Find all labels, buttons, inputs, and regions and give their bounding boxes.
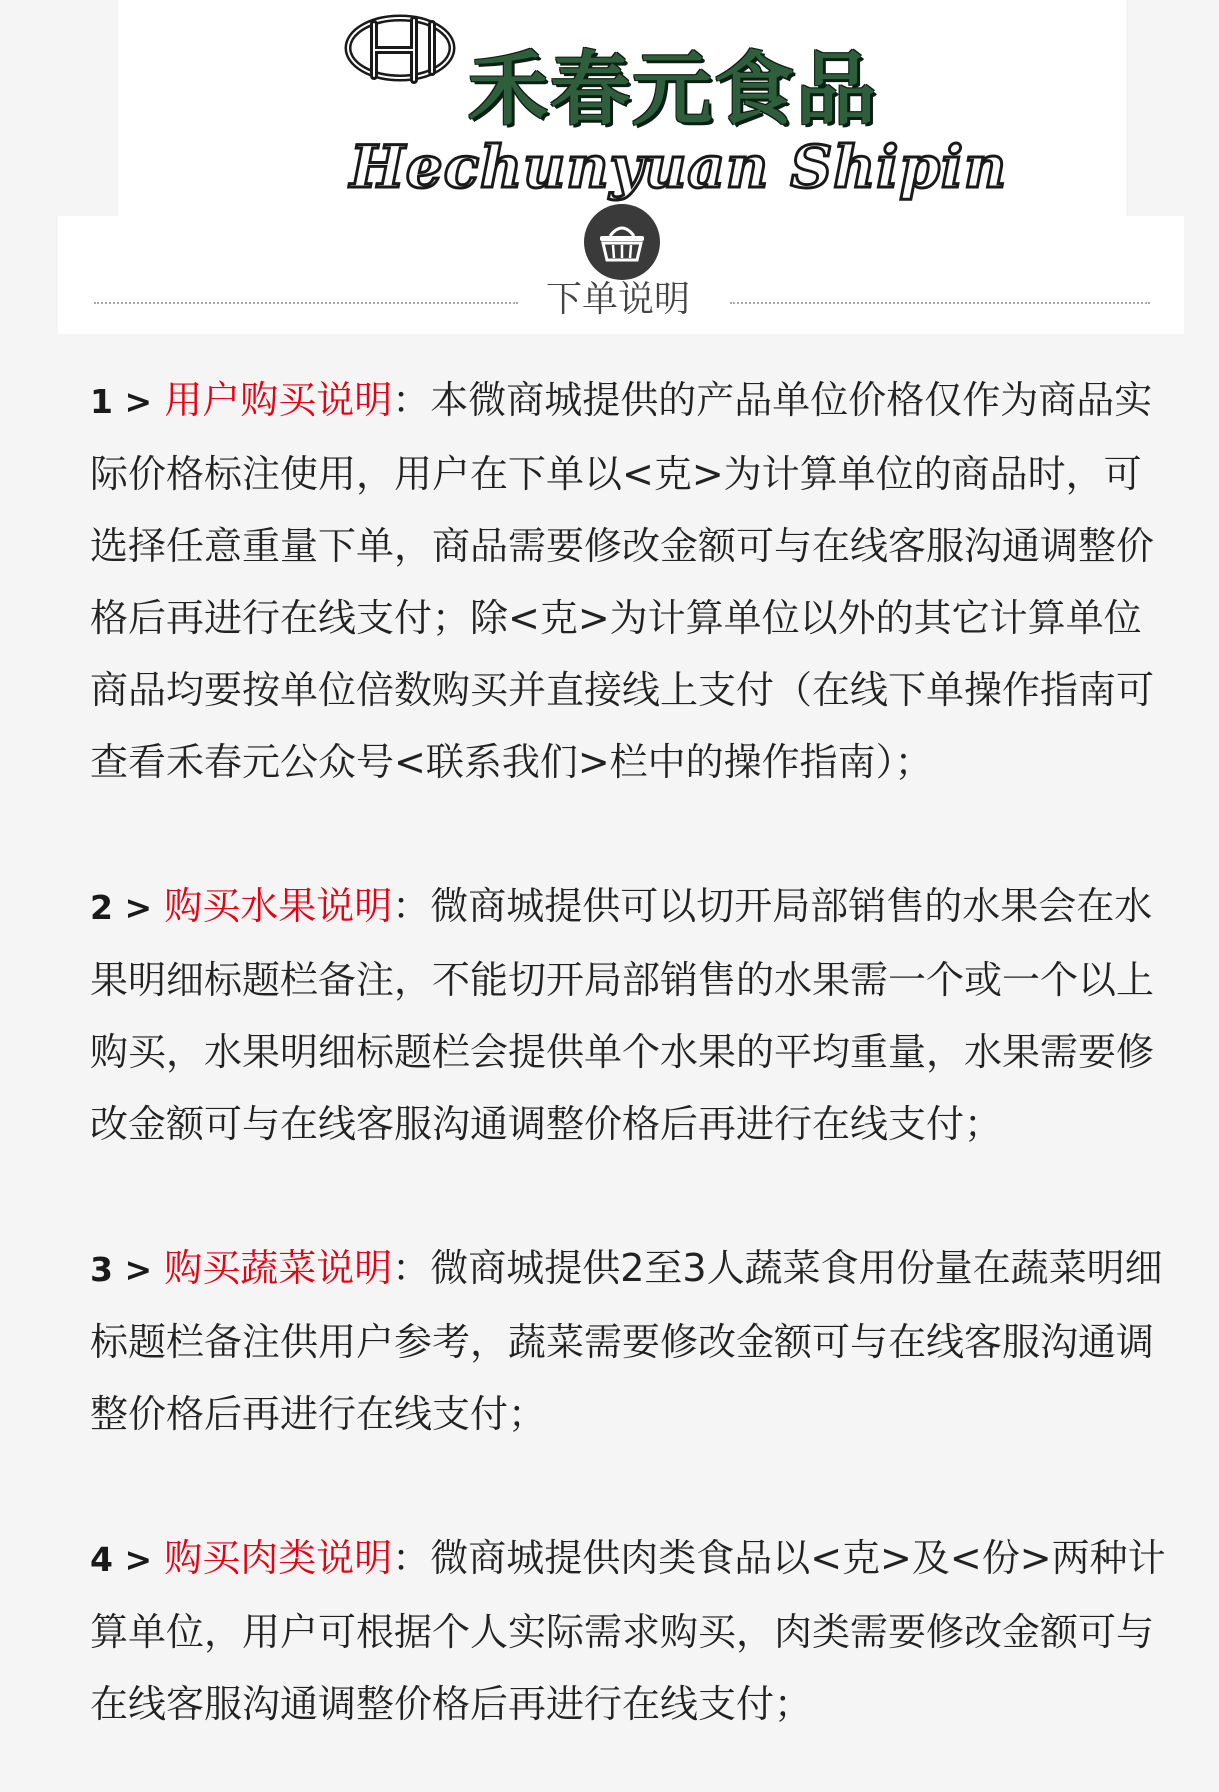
- instruction-item-3: [90, 1232, 1170, 1450]
- item-title: 用户购买说明: [164, 378, 393, 422]
- divider-right: [730, 302, 1150, 304]
- instruction-item-2: [90, 870, 1170, 1160]
- logo-banner: [118, 0, 1126, 218]
- instructions-list: [90, 364, 1170, 1740]
- item-text: ：本微商城提供的产品单位价格仅作为商品实际价格标注使用，用户在下单以<克>为计算单位的商品时，可选择任意重量下单，商品需要修改金额可与在线客服沟通调整价格后再进行在线支付；除<克>为计算单位以外的其它计算单位商品均要按单位倍数购买并直接线上支付（在线下单操作指南可查看禾春元公众号<联系我们>栏中的操作指南）；: [90, 378, 1155, 784]
- item-title: 购买肉类说明: [164, 1536, 393, 1580]
- item-title: 购买蔬菜说明: [164, 1246, 393, 1290]
- item-number: 2 >: [90, 888, 153, 927]
- brand-name-cn: 禾春元食品: [468, 43, 878, 136]
- item-number: 3 >: [90, 1250, 153, 1289]
- item-title: 购买水果说明: [164, 884, 393, 928]
- divider-left: [94, 302, 518, 304]
- section-header: [58, 216, 1184, 334]
- item-text: ：微商城提供肉类食品以<克>及<份>两种计算单位，用户可根据个人实际需求购买，肉类需要修改金额可与在线客服沟通调整价格后再进行在线支付；: [90, 1536, 1166, 1726]
- item-text: ：微商城提供可以切开局部销售的水果会在水果明细标题栏备注，不能切开局部销售的水果需一个或一个以上购买，水果明细标题栏会提供单个水果的平均重量，水果需要修改金额可与在线客服沟通调整价格后再进行在线支付；: [90, 884, 1155, 1146]
- brand-monogram-icon: [344, 10, 464, 90]
- shopping-basket-icon: [582, 202, 662, 282]
- section-title: 下单说明: [546, 279, 691, 320]
- item-number: 1 >: [90, 382, 153, 421]
- instruction-item-4: [90, 1522, 1170, 1740]
- item-number: 4 >: [90, 1540, 153, 1579]
- instruction-item-1: [90, 364, 1170, 798]
- brand-name-en: Hechunyuan Shipin: [350, 133, 1008, 201]
- item-text: ：微商城提供2至3人蔬菜食用份量在蔬菜明细标题栏备注供用户参考，蔬菜需要修改金额可与在线客服沟通调整价格后再进行在线支付；: [90, 1246, 1163, 1436]
